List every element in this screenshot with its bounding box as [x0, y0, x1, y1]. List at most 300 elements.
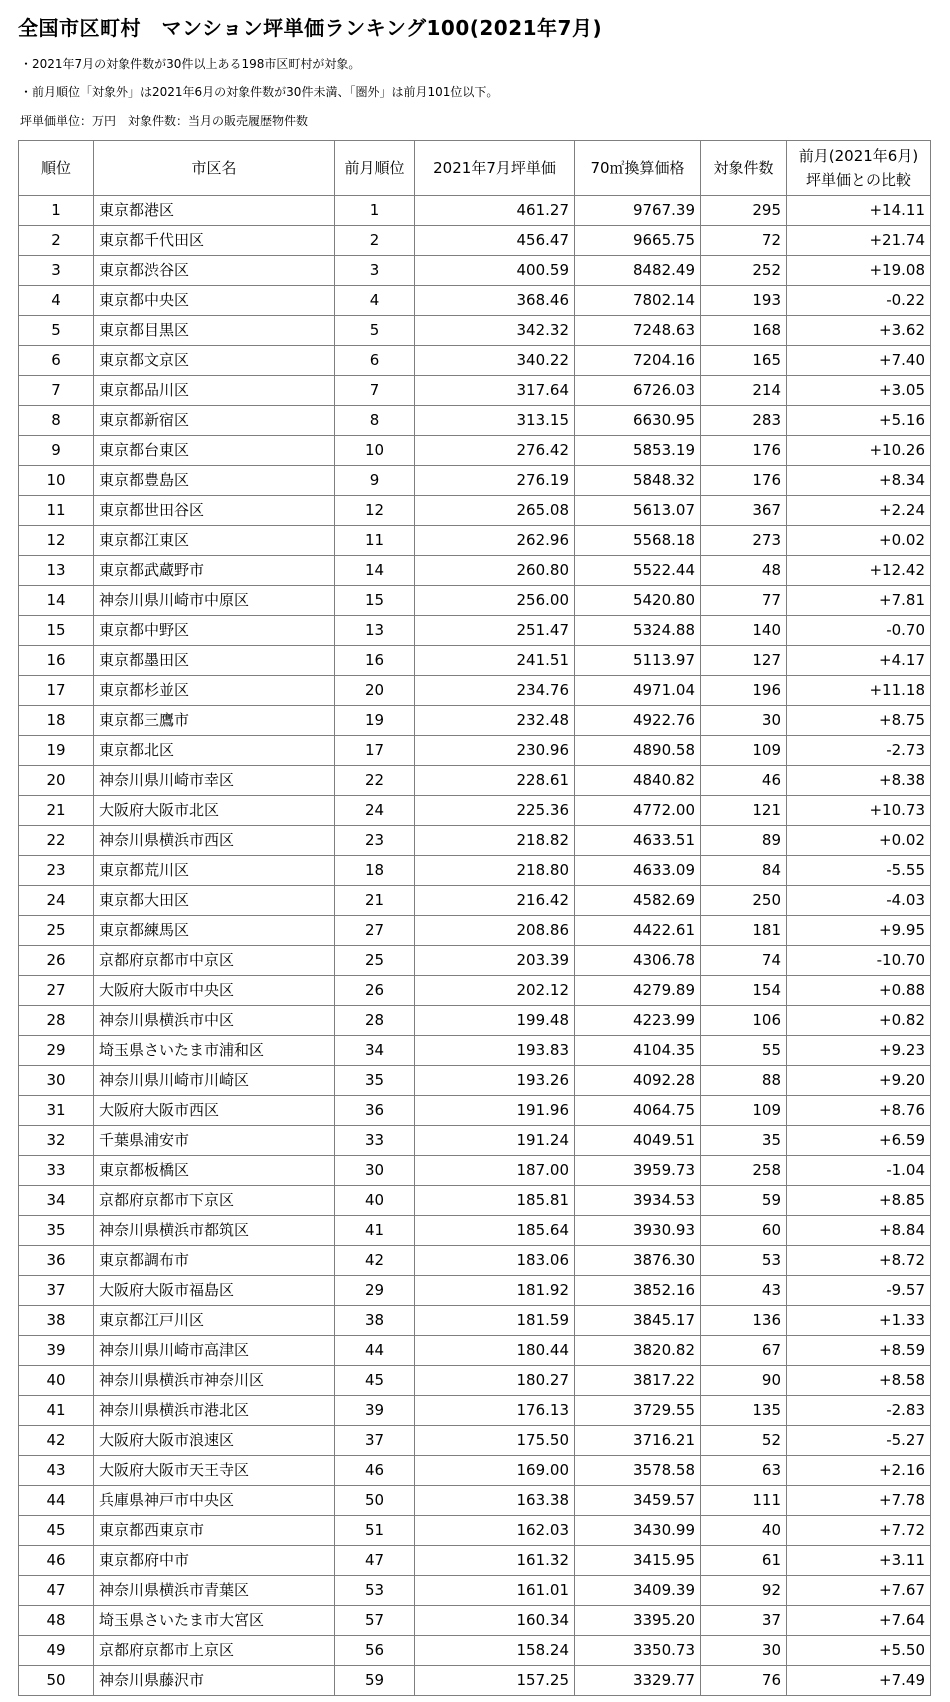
tsubo-price-cell: 317.64	[415, 376, 575, 406]
prev-rank-cell: 38	[335, 1306, 415, 1336]
count-cell: 37	[701, 1606, 787, 1636]
count-cell: 111	[701, 1486, 787, 1516]
count-cell: 121	[701, 796, 787, 826]
tsubo-price-cell: 175.50	[415, 1426, 575, 1456]
diff-cell: +7.78	[787, 1486, 931, 1516]
prev-rank-cell: 19	[335, 706, 415, 736]
rank-cell: 36	[19, 1246, 94, 1276]
prev-rank-cell: 13	[335, 616, 415, 646]
prev-rank-cell: 24	[335, 796, 415, 826]
rank-cell: 21	[19, 796, 94, 826]
rank-cell: 24	[19, 886, 94, 916]
prev-rank-cell: 37	[335, 1426, 415, 1456]
price-70sqm-cell: 5324.88	[575, 616, 701, 646]
city-cell: 神奈川県川崎市高津区	[94, 1336, 335, 1366]
city-cell: 神奈川県横浜市青葉区	[94, 1576, 335, 1606]
table-row	[19, 586, 931, 616]
city-cell: 東京都千代田区	[94, 226, 335, 256]
table-row	[19, 766, 931, 796]
prev-rank-cell: 18	[335, 856, 415, 886]
rank-cell: 10	[19, 466, 94, 496]
price-70sqm-cell: 4772.00	[575, 796, 701, 826]
rank-cell: 34	[19, 1186, 94, 1216]
table-row	[19, 916, 931, 946]
prev-rank-cell: 57	[335, 1606, 415, 1636]
count-cell: 109	[701, 736, 787, 766]
diff-cell: +0.02	[787, 826, 931, 856]
prev-rank-cell: 26	[335, 976, 415, 1006]
page-title: 全国市区町村 マンション坪単価ランキング100(2021年7月)	[18, 16, 603, 40]
price-70sqm-cell: 4279.89	[575, 976, 701, 1006]
table-row	[19, 1396, 931, 1426]
count-cell: 181	[701, 916, 787, 946]
tsubo-price-cell: 313.15	[415, 406, 575, 436]
header-diff-line1: 前月(2021年6月)	[798, 147, 919, 165]
header-count: 対象件数	[701, 141, 787, 196]
count-cell: 135	[701, 1396, 787, 1426]
city-cell: 東京都大田区	[94, 886, 335, 916]
diff-cell: +19.08	[787, 256, 931, 286]
diff-cell: +8.75	[787, 706, 931, 736]
rank-cell: 42	[19, 1426, 94, 1456]
count-cell: 84	[701, 856, 787, 886]
prev-rank-cell: 53	[335, 1576, 415, 1606]
prev-rank-cell: 3	[335, 256, 415, 286]
price-70sqm-cell: 3409.39	[575, 1576, 701, 1606]
prev-rank-cell: 25	[335, 946, 415, 976]
table-row	[19, 1066, 931, 1096]
tsubo-price-cell: 191.24	[415, 1126, 575, 1156]
city-cell: 東京都杉並区	[94, 676, 335, 706]
price-70sqm-cell: 4922.76	[575, 706, 701, 736]
rank-cell: 37	[19, 1276, 94, 1306]
rank-cell: 45	[19, 1516, 94, 1546]
rank-cell: 5	[19, 316, 94, 346]
tsubo-price-cell: 230.96	[415, 736, 575, 766]
tsubo-price-cell: 276.19	[415, 466, 575, 496]
diff-cell: +7.40	[787, 346, 931, 376]
count-cell: 140	[701, 616, 787, 646]
rank-cell: 43	[19, 1456, 94, 1486]
diff-cell: +14.11	[787, 196, 931, 226]
prev-rank-cell: 51	[335, 1516, 415, 1546]
prev-rank-cell: 40	[335, 1186, 415, 1216]
table-row	[19, 1096, 931, 1126]
count-cell: 88	[701, 1066, 787, 1096]
count-cell: 30	[701, 706, 787, 736]
count-cell: 92	[701, 1576, 787, 1606]
city-cell: 東京都渋谷区	[94, 256, 335, 286]
rank-cell: 4	[19, 286, 94, 316]
table-row	[19, 1336, 931, 1366]
tsubo-price-cell: 216.42	[415, 886, 575, 916]
rank-cell: 33	[19, 1156, 94, 1186]
prev-rank-cell: 10	[335, 436, 415, 466]
city-cell: 東京都西東京市	[94, 1516, 335, 1546]
diff-cell: -1.04	[787, 1156, 931, 1186]
diff-cell: +5.50	[787, 1636, 931, 1666]
price-70sqm-cell: 7802.14	[575, 286, 701, 316]
diff-cell: +12.42	[787, 556, 931, 586]
diff-cell: -9.57	[787, 1276, 931, 1306]
table-row	[19, 1126, 931, 1156]
count-cell: 72	[701, 226, 787, 256]
diff-cell: -10.70	[787, 946, 931, 976]
price-70sqm-cell: 5522.44	[575, 556, 701, 586]
count-cell: 48	[701, 556, 787, 586]
count-cell: 165	[701, 346, 787, 376]
table-row	[19, 976, 931, 1006]
diff-cell: +8.72	[787, 1246, 931, 1276]
price-70sqm-cell: 3459.57	[575, 1486, 701, 1516]
tsubo-price-cell: 181.92	[415, 1276, 575, 1306]
price-70sqm-cell: 9767.39	[575, 196, 701, 226]
tsubo-price-cell: 234.76	[415, 676, 575, 706]
rank-cell: 49	[19, 1636, 94, 1666]
table-row	[19, 196, 931, 226]
diff-cell: +7.49	[787, 1666, 931, 1696]
city-cell: 東京都江東区	[94, 526, 335, 556]
count-cell: 76	[701, 1666, 787, 1696]
city-cell: 大阪府大阪市天王寺区	[94, 1456, 335, 1486]
city-cell: 京都府京都市下京区	[94, 1186, 335, 1216]
tsubo-price-cell: 456.47	[415, 226, 575, 256]
rank-cell: 29	[19, 1036, 94, 1066]
table-row	[19, 286, 931, 316]
count-cell: 127	[701, 646, 787, 676]
price-70sqm-cell: 3329.77	[575, 1666, 701, 1696]
count-cell: 193	[701, 286, 787, 316]
city-cell: 大阪府大阪市中央区	[94, 976, 335, 1006]
prev-rank-cell: 59	[335, 1666, 415, 1696]
city-cell: 大阪府大阪市浪速区	[94, 1426, 335, 1456]
table-row	[19, 706, 931, 736]
price-70sqm-cell: 3716.21	[575, 1426, 701, 1456]
rank-cell: 14	[19, 586, 94, 616]
prev-rank-cell: 39	[335, 1396, 415, 1426]
price-70sqm-cell: 3729.55	[575, 1396, 701, 1426]
diff-cell: +2.16	[787, 1456, 931, 1486]
diff-cell: +7.64	[787, 1606, 931, 1636]
rank-cell: 38	[19, 1306, 94, 1336]
tsubo-price-cell: 180.44	[415, 1336, 575, 1366]
tsubo-price-cell: 187.00	[415, 1156, 575, 1186]
city-cell: 神奈川県横浜市港北区	[94, 1396, 335, 1426]
prev-rank-cell: 11	[335, 526, 415, 556]
diff-cell: +7.72	[787, 1516, 931, 1546]
table-row	[19, 556, 931, 586]
prev-rank-cell: 41	[335, 1216, 415, 1246]
city-cell: 東京都墨田区	[94, 646, 335, 676]
diff-cell: -2.73	[787, 736, 931, 766]
count-cell: 74	[701, 946, 787, 976]
note-units: 坪単価単位：万円 対象件数：当月の販売履歴物件数	[20, 114, 309, 128]
count-cell: 60	[701, 1216, 787, 1246]
count-cell: 154	[701, 976, 787, 1006]
table-row	[19, 346, 931, 376]
count-cell: 106	[701, 1006, 787, 1036]
city-cell: 神奈川県横浜市中区	[94, 1006, 335, 1036]
price-70sqm-cell: 9665.75	[575, 226, 701, 256]
city-cell: 大阪府大阪市北区	[94, 796, 335, 826]
tsubo-price-cell: 256.00	[415, 586, 575, 616]
prev-rank-cell: 22	[335, 766, 415, 796]
diff-cell: +4.17	[787, 646, 931, 676]
rank-cell: 19	[19, 736, 94, 766]
table-row	[19, 826, 931, 856]
tsubo-price-cell: 181.59	[415, 1306, 575, 1336]
table-row	[19, 466, 931, 496]
price-70sqm-cell: 3934.53	[575, 1186, 701, 1216]
price-70sqm-cell: 4306.78	[575, 946, 701, 976]
prev-rank-cell: 46	[335, 1456, 415, 1486]
diff-cell: +8.38	[787, 766, 931, 796]
prev-rank-cell: 33	[335, 1126, 415, 1156]
count-cell: 252	[701, 256, 787, 286]
table-row	[19, 526, 931, 556]
ranking-table	[18, 140, 931, 1696]
table-row	[19, 1636, 931, 1666]
tsubo-price-cell: 203.39	[415, 946, 575, 976]
table-row	[19, 1666, 931, 1696]
diff-cell: +2.24	[787, 496, 931, 526]
price-70sqm-cell: 4104.35	[575, 1036, 701, 1066]
price-70sqm-cell: 4049.51	[575, 1126, 701, 1156]
prev-rank-cell: 17	[335, 736, 415, 766]
tsubo-price-cell: 185.64	[415, 1216, 575, 1246]
prev-rank-cell: 23	[335, 826, 415, 856]
rank-cell: 44	[19, 1486, 94, 1516]
prev-rank-cell: 9	[335, 466, 415, 496]
price-70sqm-cell: 3845.17	[575, 1306, 701, 1336]
prev-rank-cell: 36	[335, 1096, 415, 1126]
tsubo-price-cell: 400.59	[415, 256, 575, 286]
diff-cell: -5.27	[787, 1426, 931, 1456]
rank-cell: 11	[19, 496, 94, 526]
count-cell: 40	[701, 1516, 787, 1546]
tsubo-price-cell: 461.27	[415, 196, 575, 226]
price-70sqm-cell: 5613.07	[575, 496, 701, 526]
count-cell: 52	[701, 1426, 787, 1456]
diff-cell: +8.59	[787, 1336, 931, 1366]
diff-cell: +10.73	[787, 796, 931, 826]
table-row	[19, 1456, 931, 1486]
tsubo-price-cell: 162.03	[415, 1516, 575, 1546]
table-row	[19, 886, 931, 916]
count-cell: 53	[701, 1246, 787, 1276]
count-cell: 30	[701, 1636, 787, 1666]
price-70sqm-cell: 3350.73	[575, 1636, 701, 1666]
count-cell: 214	[701, 376, 787, 406]
prev-rank-cell: 45	[335, 1366, 415, 1396]
diff-cell: +0.02	[787, 526, 931, 556]
prev-rank-cell: 4	[335, 286, 415, 316]
price-70sqm-cell: 5113.97	[575, 646, 701, 676]
header-prev-rank: 前月順位	[335, 141, 415, 196]
city-cell: 東京都三鷹市	[94, 706, 335, 736]
rank-cell: 6	[19, 346, 94, 376]
diff-cell: +3.05	[787, 376, 931, 406]
price-70sqm-cell: 5568.18	[575, 526, 701, 556]
tsubo-price-cell: 193.83	[415, 1036, 575, 1066]
price-70sqm-cell: 4633.51	[575, 826, 701, 856]
prev-rank-cell: 50	[335, 1486, 415, 1516]
prev-rank-cell: 6	[335, 346, 415, 376]
diff-cell: +8.34	[787, 466, 931, 496]
city-cell: 神奈川県川崎市川崎区	[94, 1066, 335, 1096]
city-cell: 東京都府中市	[94, 1546, 335, 1576]
price-70sqm-cell: 3852.16	[575, 1276, 701, 1306]
diff-cell: +21.74	[787, 226, 931, 256]
rank-cell: 41	[19, 1396, 94, 1426]
city-cell: 東京都練馬区	[94, 916, 335, 946]
diff-cell: +7.81	[787, 586, 931, 616]
tsubo-price-cell: 228.61	[415, 766, 575, 796]
price-70sqm-cell: 4971.04	[575, 676, 701, 706]
table-row	[19, 1246, 931, 1276]
tsubo-price-cell: 160.34	[415, 1606, 575, 1636]
city-cell: 東京都荒川区	[94, 856, 335, 886]
table-row	[19, 1366, 931, 1396]
price-70sqm-cell: 4582.69	[575, 886, 701, 916]
price-70sqm-cell: 3578.58	[575, 1456, 701, 1486]
table-row	[19, 856, 931, 886]
count-cell: 55	[701, 1036, 787, 1066]
count-cell: 90	[701, 1366, 787, 1396]
tsubo-price-cell: 265.08	[415, 496, 575, 526]
diff-cell: +9.23	[787, 1036, 931, 1066]
city-cell: 東京都新宿区	[94, 406, 335, 436]
diff-cell: +8.84	[787, 1216, 931, 1246]
table-row	[19, 1486, 931, 1516]
city-cell: 神奈川県川崎市幸区	[94, 766, 335, 796]
city-cell: 千葉県浦安市	[94, 1126, 335, 1156]
rank-cell: 46	[19, 1546, 94, 1576]
price-70sqm-cell: 8482.49	[575, 256, 701, 286]
count-cell: 168	[701, 316, 787, 346]
count-cell: 295	[701, 196, 787, 226]
city-cell: 東京都台東区	[94, 436, 335, 466]
price-70sqm-cell: 3430.99	[575, 1516, 701, 1546]
prev-rank-cell: 7	[335, 376, 415, 406]
header-rank: 順位	[19, 141, 94, 196]
table-row	[19, 1546, 931, 1576]
count-cell: 273	[701, 526, 787, 556]
diff-cell: +11.18	[787, 676, 931, 706]
rank-cell: 7	[19, 376, 94, 406]
price-70sqm-cell: 4890.58	[575, 736, 701, 766]
count-cell: 196	[701, 676, 787, 706]
table-row	[19, 646, 931, 676]
count-cell: 176	[701, 436, 787, 466]
diff-cell: -0.70	[787, 616, 931, 646]
table-row	[19, 1216, 931, 1246]
city-cell: 東京都北区	[94, 736, 335, 766]
prev-rank-cell: 29	[335, 1276, 415, 1306]
table-row	[19, 316, 931, 346]
tsubo-price-cell: 218.80	[415, 856, 575, 886]
table-row	[19, 496, 931, 526]
diff-cell: +5.16	[787, 406, 931, 436]
tsubo-price-cell: 342.32	[415, 316, 575, 346]
rank-cell: 9	[19, 436, 94, 466]
diff-cell: -0.22	[787, 286, 931, 316]
city-cell: 神奈川県横浜市神奈川区	[94, 1366, 335, 1396]
price-70sqm-cell: 5420.80	[575, 586, 701, 616]
prev-rank-cell: 47	[335, 1546, 415, 1576]
diff-cell: +0.88	[787, 976, 931, 1006]
tsubo-price-cell: 232.48	[415, 706, 575, 736]
table-row	[19, 1006, 931, 1036]
rank-cell: 13	[19, 556, 94, 586]
header-diff-line2: 坪単価との比較	[805, 171, 911, 189]
tsubo-price-cell: 157.25	[415, 1666, 575, 1696]
table-row	[19, 1306, 931, 1336]
table-row	[19, 226, 931, 256]
diff-cell: +7.67	[787, 1576, 931, 1606]
diff-cell: +8.76	[787, 1096, 931, 1126]
count-cell: 59	[701, 1186, 787, 1216]
tsubo-price-cell: 183.06	[415, 1246, 575, 1276]
price-70sqm-cell: 3930.93	[575, 1216, 701, 1246]
rank-cell: 15	[19, 616, 94, 646]
price-70sqm-cell: 5848.32	[575, 466, 701, 496]
diff-cell: +0.82	[787, 1006, 931, 1036]
city-cell: 東京都文京区	[94, 346, 335, 376]
prev-rank-cell: 27	[335, 916, 415, 946]
diff-cell: +3.11	[787, 1546, 931, 1576]
price-70sqm-cell: 4422.61	[575, 916, 701, 946]
rank-cell: 47	[19, 1576, 94, 1606]
tsubo-price-cell: 208.86	[415, 916, 575, 946]
price-70sqm-cell: 6630.95	[575, 406, 701, 436]
count-cell: 61	[701, 1546, 787, 1576]
price-70sqm-cell: 7248.63	[575, 316, 701, 346]
count-cell: 46	[701, 766, 787, 796]
table-body	[19, 196, 931, 1696]
rank-cell: 8	[19, 406, 94, 436]
city-cell: 大阪府大阪市西区	[94, 1096, 335, 1126]
price-70sqm-cell: 7204.16	[575, 346, 701, 376]
city-cell: 神奈川県藤沢市	[94, 1666, 335, 1696]
prev-rank-cell: 28	[335, 1006, 415, 1036]
table-header-row	[19, 141, 931, 196]
rank-cell: 32	[19, 1126, 94, 1156]
price-70sqm-cell: 3876.30	[575, 1246, 701, 1276]
price-70sqm-cell: 3817.22	[575, 1366, 701, 1396]
diff-cell: +8.85	[787, 1186, 931, 1216]
prev-rank-cell: 14	[335, 556, 415, 586]
prev-rank-cell: 20	[335, 676, 415, 706]
prev-rank-cell: 21	[335, 886, 415, 916]
city-cell: 東京都中央区	[94, 286, 335, 316]
city-cell: 東京都中野区	[94, 616, 335, 646]
rank-cell: 27	[19, 976, 94, 1006]
rank-cell: 35	[19, 1216, 94, 1246]
price-70sqm-cell: 5853.19	[575, 436, 701, 466]
count-cell: 250	[701, 886, 787, 916]
rank-cell: 1	[19, 196, 94, 226]
tsubo-price-cell: 176.13	[415, 1396, 575, 1426]
price-70sqm-cell: 4092.28	[575, 1066, 701, 1096]
prev-rank-cell: 30	[335, 1156, 415, 1186]
city-cell: 神奈川県横浜市都筑区	[94, 1216, 335, 1246]
table-row	[19, 1156, 931, 1186]
diff-cell: +9.20	[787, 1066, 931, 1096]
tsubo-price-cell: 225.36	[415, 796, 575, 826]
table-row	[19, 676, 931, 706]
tsubo-price-cell: 193.26	[415, 1066, 575, 1096]
